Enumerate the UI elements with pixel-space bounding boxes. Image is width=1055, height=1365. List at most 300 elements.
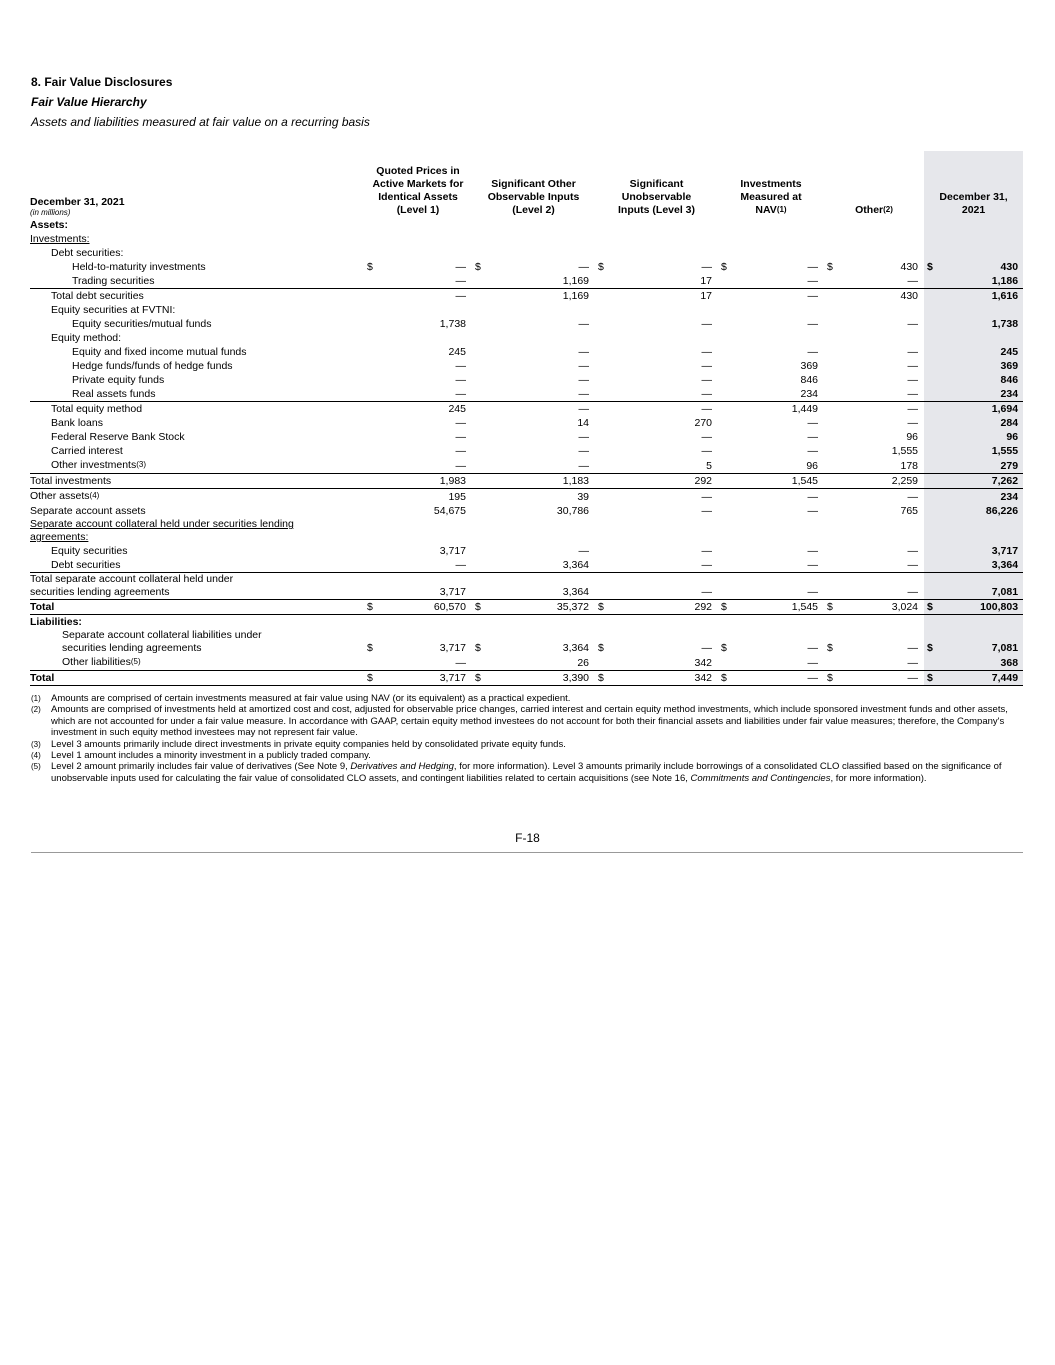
value-cell: 3,717 — [384, 671, 472, 686]
value-cell — [384, 246, 472, 260]
table-row — [30, 444, 1023, 458]
currency-cell — [718, 218, 738, 232]
value-cell — [615, 615, 718, 630]
currency-cell — [824, 474, 844, 489]
value-cell: — — [807, 445, 819, 457]
row-label — [30, 615, 364, 630]
currency-cell — [824, 359, 844, 373]
currency-cell: $ — [721, 642, 727, 654]
value-cell: — — [844, 387, 924, 402]
currency-cell — [824, 489, 844, 505]
footnote-mark: (2) — [31, 705, 41, 715]
currency-cell — [718, 373, 738, 387]
value-cell: — — [455, 417, 466, 429]
row-label — [30, 345, 364, 359]
value-cell: 846 — [800, 374, 819, 386]
total-cell — [944, 303, 1023, 317]
row-label-text: Liabilities: — [30, 616, 82, 628]
value-cell: — — [807, 491, 819, 503]
currency-cell: $ — [475, 642, 481, 654]
table-row — [30, 218, 1023, 232]
currency-cell — [472, 518, 492, 544]
currency-cell — [364, 246, 384, 260]
value-cell: — — [701, 445, 713, 457]
total-cell — [944, 232, 1023, 246]
value-cell: 3,364 — [492, 558, 595, 573]
total-cell: 1,616 — [944, 289, 1023, 304]
value-cell: 292 — [615, 600, 718, 615]
value-cell: 2,259 — [844, 474, 924, 489]
row-label-text: Debt securities: — [51, 247, 124, 259]
value-cell: — — [384, 387, 472, 402]
value-cell: — — [907, 642, 919, 654]
currency-cell — [718, 474, 738, 489]
header-nav-note: (1) — [776, 205, 787, 214]
value-cell: — — [578, 545, 590, 557]
currency-cell — [364, 373, 384, 387]
currency-cell — [595, 558, 615, 573]
value-cell: — — [738, 274, 824, 289]
currency-cell — [472, 331, 492, 345]
currency-cell — [824, 373, 844, 387]
currency-cell — [364, 232, 384, 246]
value-cell: — — [701, 403, 713, 415]
total-cell: 3,364 — [944, 558, 1023, 573]
row-label — [30, 331, 364, 345]
value-cell: — — [807, 431, 819, 443]
value-cell: 30,786 — [556, 505, 590, 517]
currency-cell — [718, 331, 738, 345]
header-other-note: (2) — [883, 204, 893, 214]
row-label — [30, 373, 364, 387]
row-label-text: Real assets funds — [72, 388, 156, 400]
table-row — [30, 518, 1023, 544]
currency-cell — [924, 373, 944, 387]
value-cell: 1,183 — [492, 474, 595, 489]
currency-cell — [595, 474, 615, 489]
currency-cell — [595, 416, 615, 430]
footnote-mark: (4) — [31, 751, 41, 761]
value-cell: 96 — [906, 431, 919, 443]
value-cell — [844, 615, 924, 630]
currency-cell — [824, 303, 844, 317]
currency-cell — [924, 345, 944, 359]
value-cell — [384, 518, 472, 544]
row-label-text: Equity securities at FVTNI: — [51, 304, 176, 316]
row-label — [30, 671, 364, 686]
footnote — [31, 704, 1023, 738]
currency-cell — [824, 558, 844, 573]
value-cell — [738, 518, 824, 544]
currency-cell — [595, 655, 615, 671]
value-cell: — — [578, 346, 590, 358]
currency-cell — [364, 317, 384, 331]
currency-cell — [472, 373, 492, 387]
total-cell — [944, 218, 1023, 232]
currency-cell — [718, 274, 738, 289]
currency-cell — [924, 246, 944, 260]
row-label — [30, 489, 364, 505]
value-cell: — — [384, 274, 472, 289]
currency-cell — [364, 289, 384, 304]
currency-cell — [924, 331, 944, 345]
value-cell: — — [807, 642, 819, 654]
value-cell: — — [701, 545, 713, 557]
footnote — [31, 693, 1023, 704]
row-label-text: Federal Reserve Bank Stock — [51, 431, 185, 443]
value-cell: 39 — [577, 491, 590, 503]
currency-cell: $ — [367, 261, 373, 273]
value-cell: 17 — [700, 290, 713, 302]
total-cell: 1,694 — [944, 402, 1023, 417]
value-cell: — — [701, 261, 713, 273]
value-cell: 765 — [900, 505, 919, 517]
header-units: (in millions) — [30, 208, 71, 217]
value-cell: 1,555 — [891, 445, 919, 457]
value-cell: — — [384, 458, 472, 474]
currency-cell — [924, 615, 944, 630]
row-label — [30, 504, 364, 518]
currency-cell — [364, 402, 384, 417]
currency-cell — [595, 573, 615, 600]
currency-cell: $ — [827, 261, 833, 273]
row-label-text: Held-to-maturity investments — [72, 261, 206, 273]
value-cell: — — [907, 545, 919, 557]
row-label-text: Total — [30, 672, 55, 684]
value-cell — [844, 218, 924, 232]
value-cell — [384, 615, 472, 630]
total-cell: 846 — [944, 373, 1023, 387]
currency-cell: $ — [721, 261, 727, 273]
currency-cell — [924, 317, 944, 331]
currency-cell — [472, 430, 492, 444]
currency-cell: $ — [595, 600, 615, 615]
footnote-mark: (3) — [31, 739, 41, 749]
row-label-text: Separate account assets — [30, 505, 146, 517]
value-cell: 245 — [448, 403, 466, 415]
value-cell — [738, 232, 824, 246]
value-cell: 5 — [615, 458, 718, 474]
value-cell: — — [907, 346, 919, 358]
currency-cell — [924, 518, 944, 544]
row-label — [30, 232, 364, 246]
row-label — [30, 246, 364, 260]
value-cell — [844, 246, 924, 260]
currency-cell — [824, 246, 844, 260]
value-cell: — — [578, 431, 590, 443]
value-cell: — — [844, 274, 924, 289]
value-cell: — — [578, 374, 590, 386]
value-cell: — — [907, 491, 919, 503]
currency-cell — [595, 274, 615, 289]
value-cell: — — [807, 318, 819, 330]
table-row — [30, 289, 1023, 304]
value-cell: 35,372 — [492, 600, 595, 615]
currency-cell — [718, 444, 738, 458]
value-cell: — — [455, 261, 466, 273]
value-cell: — — [455, 431, 466, 443]
row-label-text: Trading securities — [72, 275, 155, 287]
currency-cell — [824, 331, 844, 345]
currency-cell — [718, 232, 738, 246]
total-cell: 369 — [944, 359, 1023, 373]
currency-cell — [472, 387, 492, 402]
value-cell: 14 — [577, 417, 590, 429]
row-label-text: Total investments — [30, 475, 112, 487]
value-cell — [738, 615, 824, 630]
value-cell: — — [701, 346, 713, 358]
footnote — [31, 750, 1023, 761]
section-title: 8. Fair Value Disclosures — [31, 75, 173, 89]
value-cell: 292 — [615, 474, 718, 489]
value-cell: 270 — [694, 417, 713, 429]
currency-cell — [718, 615, 738, 630]
row-label-text: Carried interest — [51, 445, 123, 457]
table-row — [30, 629, 1023, 655]
table-row — [30, 544, 1023, 558]
value-cell: 3,717 — [439, 642, 466, 654]
footnote — [31, 761, 1023, 784]
header-other — [824, 151, 924, 218]
value-cell: — — [907, 360, 919, 372]
value-cell — [844, 232, 924, 246]
value-cell: — — [807, 346, 819, 358]
value-cell: — — [907, 374, 919, 386]
currency-cell: $ — [472, 600, 492, 615]
row-label — [30, 289, 364, 304]
value-cell: — — [455, 374, 466, 386]
footnote-mark: (1) — [31, 694, 41, 703]
currency-cell — [595, 373, 615, 387]
currency-cell — [364, 504, 384, 518]
table-body — [30, 218, 1023, 686]
header-nav — [718, 151, 824, 218]
currency-cell — [924, 655, 944, 671]
header-other-text: Other — [855, 203, 884, 216]
value-cell: 1,983 — [384, 474, 472, 489]
table-row — [30, 373, 1023, 387]
currency-cell — [472, 416, 492, 430]
value-cell — [844, 518, 924, 544]
currency-cell — [364, 274, 384, 289]
footnote-text: , for more information). Level 3 amounts primarily include borrowings of a consolidated CLO classified based on the significance of unobservable inputs used for calculating the fair value of consolidated CLO assets, and contingent liabilities related to certain acquisitions (see Note 16, — [51, 761, 1002, 784]
footnote-text: Amounts are comprised of certain investments measured at fair value using NAV (or its equivalent) as a practical expedient. — [51, 693, 571, 704]
value-cell: — — [844, 558, 924, 573]
value-cell — [492, 518, 595, 544]
row-label-text: Total separate account collateral held under securities lending agreements — [30, 573, 234, 598]
value-cell: 342 — [615, 671, 718, 686]
currency-cell — [718, 246, 738, 260]
currency-cell — [472, 218, 492, 232]
row-label — [30, 317, 364, 331]
value-cell: 1,738 — [439, 318, 466, 330]
currency-cell — [924, 458, 944, 474]
table-row — [30, 558, 1023, 573]
currency-cell — [924, 232, 944, 246]
currency-cell — [824, 289, 844, 304]
value-cell: — — [807, 261, 819, 273]
currency-cell: $ — [924, 260, 944, 274]
footnote-text: Derivatives and Hedging — [350, 761, 454, 773]
value-cell — [492, 615, 595, 630]
total-cell — [944, 246, 1023, 260]
currency-cell: $ — [364, 671, 384, 686]
table-row — [30, 671, 1023, 686]
currency-cell — [595, 345, 615, 359]
currency-cell — [824, 573, 844, 600]
value-cell: 1,545 — [738, 600, 824, 615]
value-cell: — — [492, 458, 595, 474]
currency-cell — [595, 458, 615, 474]
currency-cell — [472, 655, 492, 671]
row-label — [30, 518, 364, 544]
currency-cell — [824, 345, 844, 359]
table-row — [30, 489, 1023, 505]
total-cell: 7,081 — [944, 629, 1023, 655]
total-cell: 7,262 — [944, 474, 1023, 489]
row-label-text: Other assets — [30, 490, 90, 502]
row-label — [30, 573, 364, 600]
row-label — [30, 600, 364, 615]
header-date-text: December 31, 2021 — [30, 195, 125, 208]
currency-cell — [824, 317, 844, 331]
footnotes — [31, 693, 1023, 784]
value-cell: — — [738, 671, 824, 686]
value-cell: — — [578, 445, 590, 457]
value-cell: 178 — [844, 458, 924, 474]
currency-cell — [472, 489, 492, 505]
currency-cell — [824, 518, 844, 544]
value-cell: — — [738, 558, 824, 573]
value-cell — [384, 303, 472, 317]
currency-cell — [595, 359, 615, 373]
currency-cell — [595, 489, 615, 505]
currency-cell — [718, 518, 738, 544]
value-cell: 245 — [448, 346, 466, 358]
value-cell — [738, 331, 824, 345]
value-cell: — — [615, 573, 718, 600]
value-cell: 3,390 — [492, 671, 595, 686]
total-cell: 234 — [944, 387, 1023, 402]
footnote-text: , for more information). — [830, 772, 927, 784]
currency-cell: $ — [824, 600, 844, 615]
total-cell: 430 — [944, 260, 1023, 274]
value-cell: 54,675 — [433, 505, 466, 517]
currency-cell — [364, 474, 384, 489]
currency-cell — [718, 402, 738, 417]
currency-cell — [924, 544, 944, 558]
table-row — [30, 274, 1023, 289]
value-cell — [615, 518, 718, 544]
table-row — [30, 331, 1023, 345]
currency-cell — [595, 504, 615, 518]
value-cell: 1,169 — [562, 290, 590, 302]
table-row — [30, 504, 1023, 518]
footnote-text: Amounts are comprised of investments held at amortized cost and cost, adjusted for observable price changes, carried interest and certain equity method investments, which include sponsored investment funds and other assets, which are not accounted for under a fair value measure. In accordance with GAAP, certain equity method investees do not account for both their financial assets and liabilities under fair value measures; therefore, the Company's investment in such equity method investees may not represent fair value. — [51, 704, 1008, 739]
total-cell: 7,081 — [944, 573, 1023, 600]
total-cell: 245 — [944, 345, 1023, 359]
currency-cell — [595, 218, 615, 232]
value-cell: — — [578, 403, 590, 415]
row-footnote-ref: (4) — [89, 491, 100, 500]
row-label — [30, 474, 364, 489]
value-cell — [615, 218, 718, 232]
currency-cell — [824, 416, 844, 430]
currency-cell — [595, 402, 615, 417]
table-row — [30, 359, 1023, 373]
currency-cell — [924, 402, 944, 417]
currency-cell — [364, 345, 384, 359]
row-label-text: Other liabilities — [62, 656, 131, 668]
value-cell: 3,364 — [562, 642, 590, 654]
value-cell — [384, 331, 472, 345]
currency-cell — [472, 615, 492, 630]
currency-cell — [472, 289, 492, 304]
value-cell: 430 — [900, 290, 919, 302]
currency-cell — [472, 303, 492, 317]
currency-cell — [924, 504, 944, 518]
currency-cell: $ — [718, 600, 738, 615]
currency-cell — [924, 444, 944, 458]
row-label — [30, 303, 364, 317]
value-cell: 3,364 — [492, 573, 595, 600]
currency-cell — [718, 573, 738, 600]
value-cell: 1,449 — [791, 403, 819, 415]
currency-cell: $ — [924, 600, 944, 615]
footnote-text: Commitments and Contingencies — [690, 772, 831, 784]
value-cell: 369 — [800, 360, 819, 372]
value-cell: 430 — [900, 261, 919, 273]
value-cell — [738, 218, 824, 232]
currency-cell — [718, 558, 738, 573]
currency-cell — [595, 246, 615, 260]
fair-value-table — [30, 151, 1023, 686]
value-cell: — — [578, 261, 590, 273]
table-row — [30, 387, 1023, 402]
value-cell: — — [701, 505, 713, 517]
value-cell: — — [578, 318, 590, 330]
currency-cell — [924, 558, 944, 573]
currency-cell — [472, 544, 492, 558]
currency-cell — [595, 615, 615, 630]
value-cell — [615, 246, 718, 260]
currency-cell — [595, 430, 615, 444]
currency-cell — [824, 274, 844, 289]
table-header-row — [30, 151, 1023, 218]
currency-cell — [924, 387, 944, 402]
total-cell: 7,449 — [944, 671, 1023, 686]
currency-cell — [718, 504, 738, 518]
currency-cell — [472, 558, 492, 573]
value-cell: — — [701, 642, 713, 654]
row-label-text: Equity securities/mutual funds — [72, 318, 212, 330]
value-cell: — — [738, 655, 824, 671]
value-cell: 17 — [615, 274, 718, 289]
currency-cell — [472, 232, 492, 246]
table-row — [30, 260, 1023, 274]
value-cell: 96 — [738, 458, 824, 474]
value-cell: 3,024 — [844, 600, 924, 615]
currency-cell — [824, 387, 844, 402]
currency-cell — [824, 232, 844, 246]
value-cell: — — [844, 655, 924, 671]
value-cell: — — [384, 558, 472, 573]
currency-cell — [924, 303, 944, 317]
total-cell — [944, 518, 1023, 544]
currency-cell — [924, 573, 944, 600]
total-cell: 234 — [944, 489, 1023, 505]
currency-cell — [595, 387, 615, 402]
